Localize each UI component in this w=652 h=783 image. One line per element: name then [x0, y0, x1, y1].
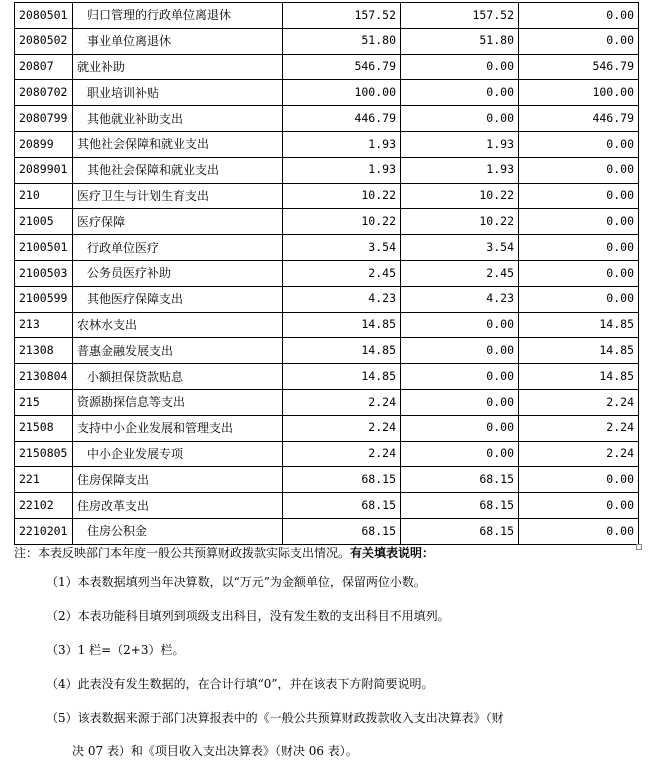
note-item-4: （4）此表没有发生数据的，在合计行填“0”，并在该表下方附简要说明。 — [46, 677, 434, 691]
basic-expenditure-cell: 3.54 — [401, 235, 519, 261]
subject-name-cell: 支持中小企业发展和管理支出 — [73, 415, 283, 441]
subject-code-cell: 2210201 — [15, 518, 73, 544]
subject-name-cell: 公务员医疗补助 — [73, 260, 283, 286]
total-amount-cell: 446.79 — [283, 106, 401, 132]
note-item-3: （3）1 栏=（2+3）栏。 — [46, 643, 185, 657]
subject-name-cell: 其他社会保障和就业支出 — [73, 131, 283, 157]
table-row — [15, 157, 639, 183]
table-row — [15, 338, 639, 364]
subject-name-cell: 事业单位离退休 — [73, 28, 283, 54]
subject-code-cell: 2100503 — [15, 260, 73, 286]
total-amount-cell: 14.85 — [283, 338, 401, 364]
table-row — [15, 80, 639, 106]
basic-expenditure-cell: 68.15 — [401, 518, 519, 544]
project-expenditure-cell: 0.00 — [519, 286, 639, 312]
project-expenditure-cell: 0.00 — [519, 260, 639, 286]
subject-code-cell: 2130804 — [15, 364, 73, 390]
basic-expenditure-cell: 0.00 — [401, 80, 519, 106]
total-amount-cell: 51.80 — [283, 28, 401, 54]
project-expenditure-cell: 0.00 — [519, 467, 639, 493]
basic-expenditure-cell: 51.80 — [401, 28, 519, 54]
basic-expenditure-cell: 0.00 — [401, 415, 519, 441]
subject-name-cell: 住房公积金 — [73, 518, 283, 544]
total-amount-cell: 100.00 — [283, 80, 401, 106]
total-amount-cell: 68.15 — [283, 467, 401, 493]
total-amount-cell: 1.93 — [283, 157, 401, 183]
project-expenditure-cell: 0.00 — [519, 209, 639, 235]
subject-name-cell: 住房保障支出 — [73, 467, 283, 493]
total-amount-cell: 2.45 — [283, 260, 401, 286]
basic-expenditure-cell: 4.23 — [401, 286, 519, 312]
subject-name-cell: 其他社会保障和就业支出 — [73, 157, 283, 183]
project-expenditure-cell: 0.00 — [519, 131, 639, 157]
subject-name-cell: 普惠金融发展支出 — [73, 338, 283, 364]
project-expenditure-cell: 0.00 — [519, 493, 639, 519]
subject-code-cell: 2100501 — [15, 235, 73, 261]
basic-expenditure-cell: 2.45 — [401, 260, 519, 286]
subject-code-cell: 2080501 — [15, 3, 73, 29]
subject-code-cell: 20807 — [15, 54, 73, 80]
expenditure-table — [14, 2, 639, 545]
subject-code-cell: 2089901 — [15, 157, 73, 183]
subject-name-cell: 资源勘探信息等支出 — [73, 389, 283, 415]
table-row — [15, 389, 639, 415]
total-amount-cell: 2.24 — [283, 389, 401, 415]
subject-name-cell: 农林水支出 — [73, 312, 283, 338]
table-row — [15, 415, 639, 441]
basic-expenditure-cell: 0.00 — [401, 106, 519, 132]
total-amount-cell: 4.23 — [283, 286, 401, 312]
project-expenditure-cell: 14.85 — [519, 312, 639, 338]
subject-code-cell: 2100599 — [15, 286, 73, 312]
subject-name-cell: 职业培训补贴 — [73, 80, 283, 106]
project-expenditure-cell: 446.79 — [519, 106, 639, 132]
total-amount-cell: 14.85 — [283, 312, 401, 338]
note-item-2: （2）本表功能科目填列到项级支出科目，没有发生数的支出科目不用填列。 — [46, 609, 450, 623]
table-row — [15, 183, 639, 209]
subject-code-cell: 20899 — [15, 131, 73, 157]
table-row — [15, 364, 639, 390]
total-amount-cell: 14.85 — [283, 364, 401, 390]
table-row — [15, 209, 639, 235]
subject-name-cell: 其他就业补助支出 — [73, 106, 283, 132]
basic-expenditure-cell: 10.22 — [401, 209, 519, 235]
project-expenditure-cell: 0.00 — [519, 28, 639, 54]
basic-expenditure-cell: 0.00 — [401, 389, 519, 415]
subject-code-cell: 215 — [15, 389, 73, 415]
total-amount-cell: 3.54 — [283, 235, 401, 261]
basic-expenditure-cell: 157.52 — [401, 3, 519, 29]
basic-expenditure-cell: 0.00 — [401, 312, 519, 338]
total-amount-cell: 546.79 — [283, 54, 401, 80]
project-expenditure-cell: 0.00 — [519, 235, 639, 261]
project-expenditure-cell: 0.00 — [519, 3, 639, 29]
basic-expenditure-cell: 0.00 — [401, 441, 519, 467]
project-expenditure-cell: 14.85 — [519, 364, 639, 390]
subject-code-cell: 21308 — [15, 338, 73, 364]
subject-name-cell: 医疗保障 — [73, 209, 283, 235]
table-row — [15, 493, 639, 519]
subject-code-cell: 2080702 — [15, 80, 73, 106]
basic-expenditure-cell: 1.93 — [401, 157, 519, 183]
subject-name-cell: 医疗卫生与计划生育支出 — [73, 183, 283, 209]
table-row — [15, 3, 639, 29]
basic-expenditure-cell: 68.15 — [401, 493, 519, 519]
notes-section — [14, 541, 644, 767]
note-item-5-continued: 决 07 表）和《项目收入支出决算表》（财决 06 表）。 — [72, 744, 358, 758]
basic-expenditure-cell: 0.00 — [401, 338, 519, 364]
project-expenditure-cell: 100.00 — [519, 80, 639, 106]
subject-code-cell: 2080502 — [15, 28, 73, 54]
subject-code-cell: 2150805 — [15, 441, 73, 467]
table-row — [15, 54, 639, 80]
project-expenditure-cell: 2.24 — [519, 441, 639, 467]
table-row — [15, 28, 639, 54]
total-amount-cell: 2.24 — [283, 441, 401, 467]
subject-name-cell: 行政单位医疗 — [73, 235, 283, 261]
project-expenditure-cell: 0.00 — [519, 183, 639, 209]
notes-intro — [14, 541, 644, 565]
project-expenditure-cell: 0.00 — [519, 518, 639, 544]
table-row — [15, 106, 639, 132]
notes-intro-text: 注：本表反映部门本年度一般公共预算财政拨款实际支出情况。 — [14, 546, 351, 560]
project-expenditure-cell: 0.00 — [519, 157, 639, 183]
total-amount-cell: 1.93 — [283, 131, 401, 157]
subject-name-cell: 其他医疗保障支出 — [73, 286, 283, 312]
note-item-5: （5）该表数据来源于部门决算报表中的《一般公共预算财政拨款收入支出决算表》（财 — [46, 711, 504, 725]
total-amount-cell: 68.15 — [283, 518, 401, 544]
table-row — [15, 235, 639, 261]
subject-code-cell: 213 — [15, 312, 73, 338]
total-amount-cell: 157.52 — [283, 3, 401, 29]
project-expenditure-cell: 2.24 — [519, 415, 639, 441]
subject-code-cell: 221 — [15, 467, 73, 493]
basic-expenditure-cell: 1.93 — [401, 131, 519, 157]
table-row — [15, 441, 639, 467]
subject-code-cell: 21508 — [15, 415, 73, 441]
project-expenditure-cell: 14.85 — [519, 338, 639, 364]
subject-name-cell: 住房改革支出 — [73, 493, 283, 519]
project-expenditure-cell: 2.24 — [519, 389, 639, 415]
subject-code-cell: 21005 — [15, 209, 73, 235]
table-row — [15, 131, 639, 157]
table-row — [15, 286, 639, 312]
subject-name-cell: 中小企业发展专项 — [73, 441, 283, 467]
project-expenditure-cell: 546.79 — [519, 54, 639, 80]
subject-code-cell: 2080799 — [15, 106, 73, 132]
table-row — [15, 260, 639, 286]
table-row — [15, 467, 639, 493]
table-body — [15, 3, 639, 545]
subject-name-cell: 就业补助 — [73, 54, 283, 80]
basic-expenditure-cell: 10.22 — [401, 183, 519, 209]
subject-name-cell: 小额担保贷款贴息 — [73, 364, 283, 390]
note-item-1: （1）本表数据填列当年决算数，以“万元”为金额单位，保留两位小数。 — [46, 575, 426, 589]
basic-expenditure-cell: 0.00 — [401, 364, 519, 390]
total-amount-cell: 2.24 — [283, 415, 401, 441]
subject-name-cell: 归口管理的行政单位离退休 — [73, 3, 283, 29]
basic-expenditure-cell: 68.15 — [401, 467, 519, 493]
subject-code-cell: 22102 — [15, 493, 73, 519]
total-amount-cell: 10.22 — [283, 183, 401, 209]
total-amount-cell: 10.22 — [283, 209, 401, 235]
table-row — [15, 312, 639, 338]
basic-expenditure-cell: 0.00 — [401, 54, 519, 80]
total-amount-cell: 68.15 — [283, 493, 401, 519]
notes-intro-bold: 有关填表说明： — [350, 546, 435, 560]
subject-code-cell: 210 — [15, 183, 73, 209]
